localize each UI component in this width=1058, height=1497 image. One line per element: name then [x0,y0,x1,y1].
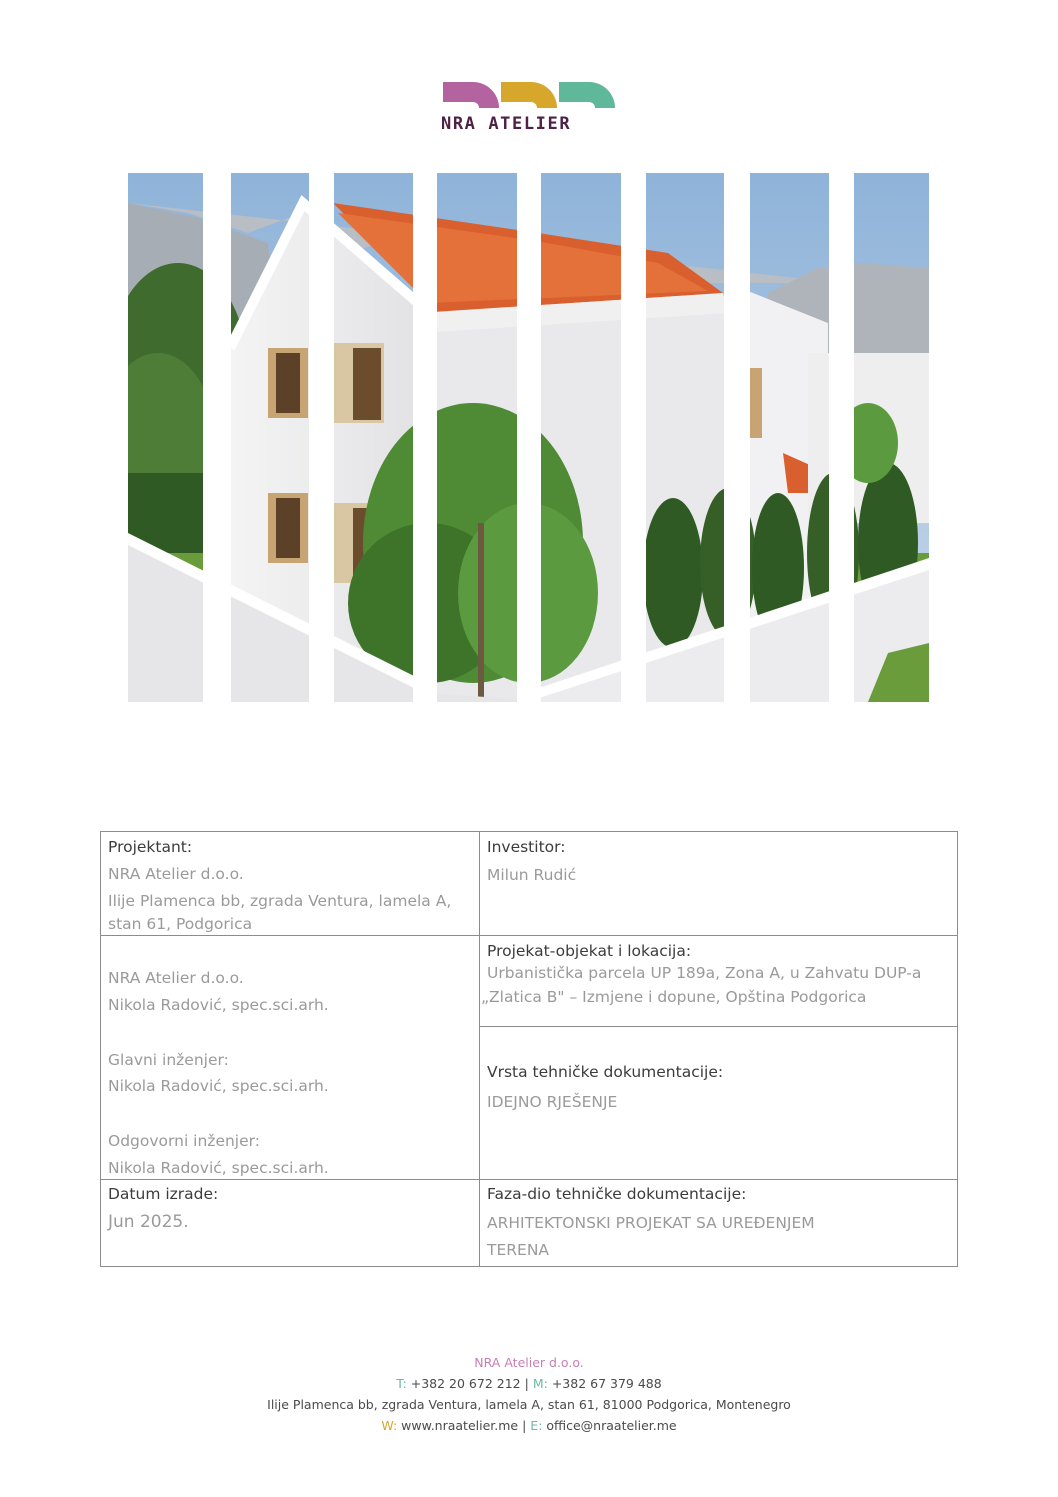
logo-wordmark: NRA ATELIER [441,114,572,134]
footer-web-email [0,1415,1058,1436]
footer-address: Ilije Plamenca bb, zgrada Ventura, lamela A, stan 61, 81000 Podgorica, Montenegro [267,1397,791,1412]
chief-engineer-value: Nikola Radović, spec.sci.arh. [108,1077,329,1095]
footer-separator-2: | [522,1418,527,1433]
projekat-line2: „Zlatica B" – Izmjene i dopune, Opština Podgorica [481,988,867,1006]
projekat-label: Projekat-objekat i lokacija: [487,942,692,960]
footer-m-label: M: [532,1376,548,1391]
responsible-engineer-label: Odgovorni inženjer: [108,1132,260,1150]
footer-m-value: +382 67 379 488 [551,1376,662,1391]
vrsta-label: Vrsta tehničke dokumentacije: [487,1063,724,1081]
table-divider-row2-right [479,1026,957,1027]
footer-e-label: E: [530,1418,543,1433]
footer-company: NRA Atelier d.o.o. [474,1355,584,1370]
company-logo [441,82,617,132]
logo-arch-green [559,82,615,108]
datum-value: Jun 2025. [108,1212,189,1232]
investitor-label: Investitor: [487,838,566,856]
faza-label: Faza-dio tehničke dokumentacije: [487,1185,747,1203]
footer-contact [0,1352,1058,1436]
table-divider-vertical [479,832,480,1266]
logo-arch-pink [443,82,499,108]
team-company: NRA Atelier d.o.o. [108,969,244,987]
projektant-label: Projektant: [108,838,193,856]
chief-engineer-label: Glavni inženjer: [108,1051,229,1069]
footer-website-link[interactable]: www.nraatelier.me [401,1418,519,1433]
project-info-table [100,831,958,1267]
projektant-address-line2: stan 61, Podgorica [108,915,253,933]
projektant-company: NRA Atelier d.o.o. [108,865,244,883]
projekat-line1: Urbanistička parcela UP 189a, Zona A, u Zahvatu DUP-a [487,964,922,982]
footer-t-value: +382 20 672 212 [410,1376,521,1391]
footer-email-link[interactable]: office@nraatelier.me [546,1418,677,1433]
responsible-engineer-value: Nikola Radović, spec.sci.arh. [108,1159,329,1177]
datum-label: Datum izrade: [108,1185,219,1203]
faza-line2: TERENA [487,1241,550,1259]
house-rendering-image [128,173,929,702]
footer-t-label: T: [396,1376,407,1391]
logo-arch-yellow [501,82,557,108]
projektant-address-line1: Ilije Plamenca bb, zgrada Ventura, lamela A, [108,892,452,910]
vrsta-value: IDEJNO RJEŠENJE [487,1093,618,1111]
footer-separator: | [524,1376,529,1391]
footer-phones [0,1373,1058,1394]
house-rendering [128,173,929,702]
team-architect: Nikola Radović, spec.sci.arh. [108,996,329,1014]
faza-line1: ARHITEKTONSKI PROJEKAT SA UREĐENJEM [487,1214,815,1232]
investitor-value: Milun Rudić [487,866,577,884]
footer-w-label: W: [381,1418,398,1433]
